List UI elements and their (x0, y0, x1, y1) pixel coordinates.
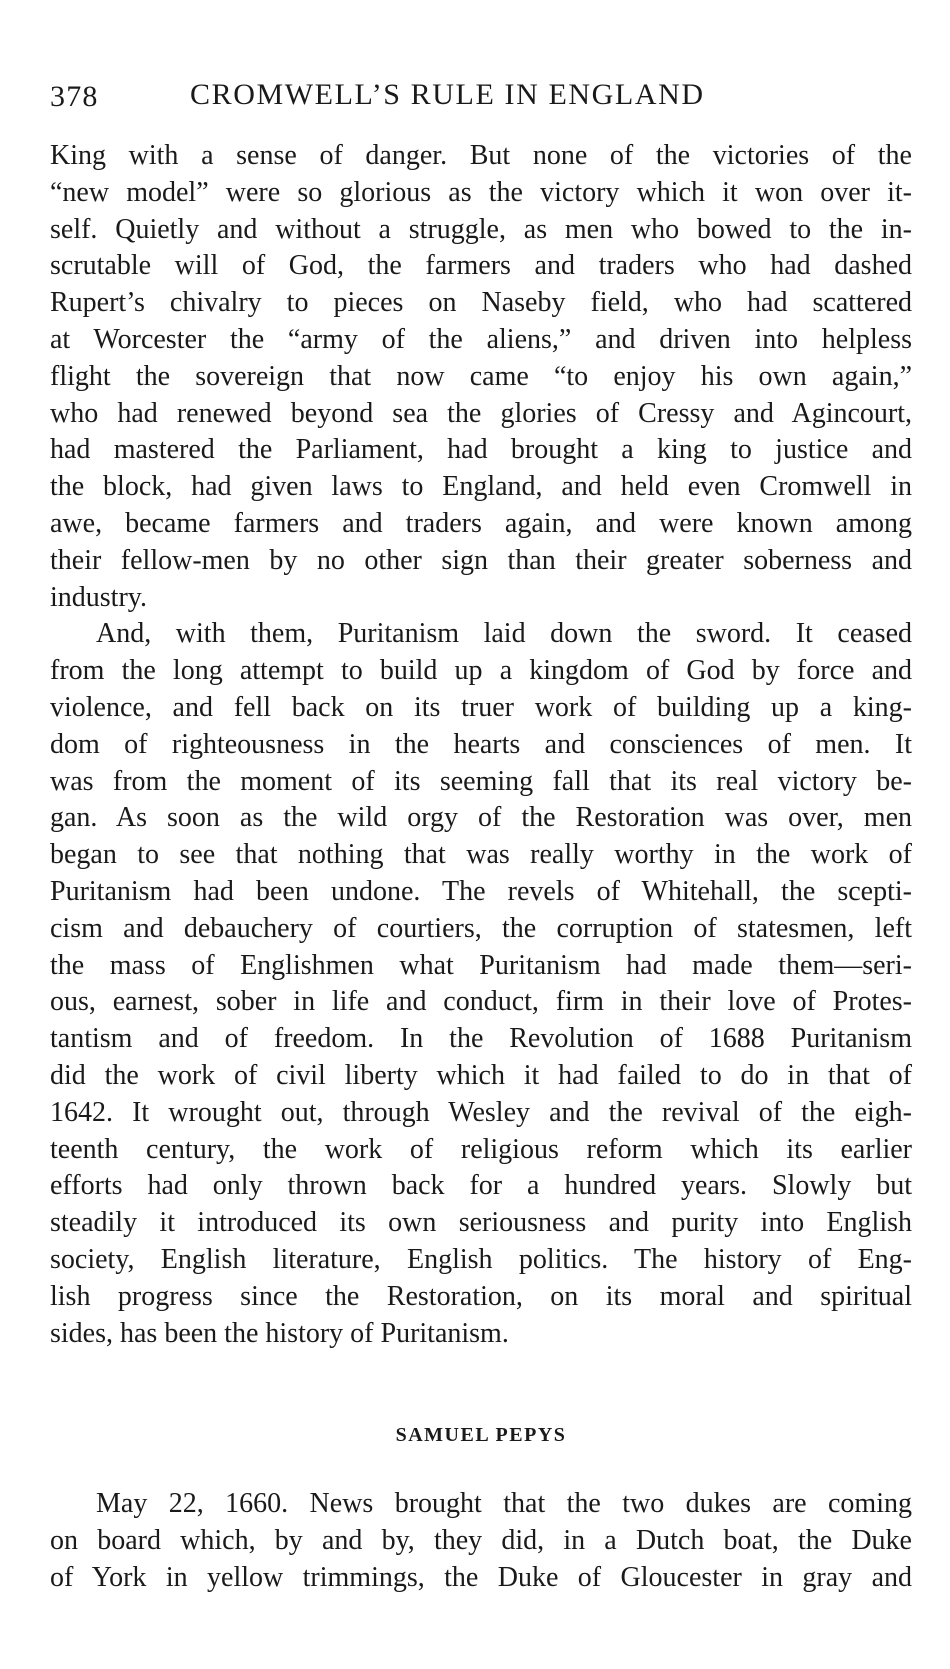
text-line: efforts had only thrown back for a hundred years. Slowly but (50, 1170, 912, 1202)
text-line: Puritanism had been undone. The revels of Whitehall, the scepti- (50, 875, 912, 907)
text-line: 1642. It wrought out, through Wesley and the revival of the eigh- (50, 1096, 912, 1128)
text-line: was from the moment of its seeming fall that its real victory be- (50, 765, 912, 797)
text-line: King with a sense of danger. But none of the victories of the (50, 140, 912, 171)
text-line: teenth century, the work of religious reform which its earlier (50, 1133, 912, 1165)
text-line: awe, became farmers and traders again, and were known among (50, 507, 912, 539)
text-line: society, English literature, English politics. The history of Eng- (50, 1243, 912, 1275)
text-line: the block, had given laws to England, and held even Cromwell in (50, 471, 912, 503)
text-line: had mastered the Parliament, had brought a king to justice and (50, 434, 912, 466)
text-line: from the long attempt to build up a kingdom of God by force and (50, 655, 912, 687)
text-line: industry. (50, 581, 147, 613)
text-line: self. Quietly and without a struggle, as men who bowed to the in- (50, 213, 912, 245)
paragraph-2 (50, 616, 912, 1352)
page-number: 378 (50, 80, 99, 113)
text-line: gan. As soon as the wild orgy of the Restoration was over, men (50, 802, 912, 834)
text-line: on board which, by and by, they did, in a Dutch boat, the Duke (50, 1524, 912, 1556)
text-line: dom of righteousness in the hearts and consciences of men. It (50, 728, 912, 760)
text-line: of York in yellow trimmings, the Duke of Gloucester in gray and (50, 1561, 912, 1593)
text-line: cism and debauchery of courtiers, the corruption of statesmen, left (50, 912, 912, 944)
body-text (50, 138, 912, 1352)
running-head (50, 78, 912, 118)
text-line: And, with them, Puritanism laid down the sword. It ceased (96, 618, 912, 650)
text-line: violence, and fell back on its truer work of building up a king- (50, 691, 912, 723)
text-line: scrutable will of God, the farmers and traders who had dashed (50, 250, 912, 282)
text-line: “new model” were so glorious as the victory which it won over it- (50, 176, 912, 208)
text-line: lish progress since the Restoration, on its moral and spiritual (50, 1280, 912, 1312)
text-line: ous, earnest, sober in life and conduct, firm in their love of Protes- (50, 986, 912, 1018)
text-line: flight the sovereign that now came “to enjoy his own again,” (50, 360, 912, 392)
text-line: began to see that nothing that was really worthy in the work of (50, 839, 912, 871)
text-line: steadily it introduced its own seriousness and purity into English (50, 1207, 912, 1239)
text-line: did the work of civil liberty which it had failed to do in that of (50, 1059, 912, 1091)
text-line: the mass of Englishmen what Puritanism had made them—seri- (50, 949, 912, 981)
book-title: CROMWELL’S RULE IN ENGLAND (190, 78, 705, 111)
text-line: May 22, 1660. News brought that the two dukes are coming (96, 1488, 912, 1519)
section-heading: SAMUEL PEPYS (395, 1424, 567, 1446)
diary-entry (50, 1486, 912, 1596)
text-line: their fellow-men by no other sign than their greater soberness and (50, 544, 912, 576)
paragraph-1 (50, 138, 912, 616)
text-line: sides, has been the history of Puritanism. (50, 1317, 509, 1349)
text-line: tantism and of freedom. In the Revolution of 1688 Puritanism (50, 1023, 912, 1055)
text-line: Rupert’s chivalry to pieces on Naseby field, who had scattered (50, 287, 912, 319)
text-line: at Worcester the “army of the aliens,” and driven into helpless (50, 323, 912, 355)
text-line: who had renewed beyond sea the glories of Cressy and Agincourt, (50, 397, 912, 429)
